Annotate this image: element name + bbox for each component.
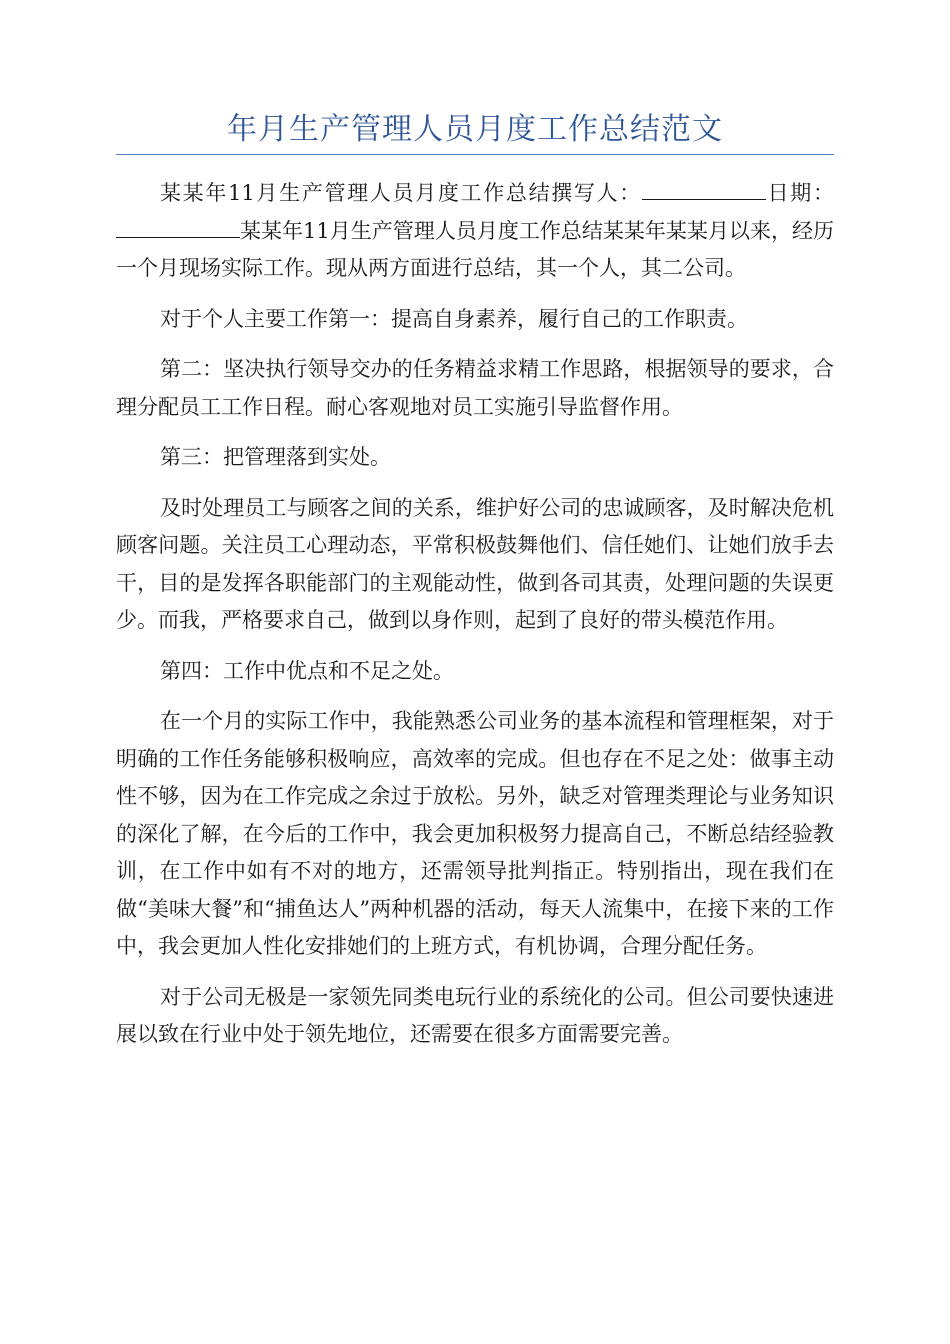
- date-blank-line: [116, 217, 240, 238]
- document-title: 年月生产管理人员月度工作总结范文: [227, 112, 723, 147]
- body-paragraph: 第四：工作中优点和不足之处。: [160, 658, 454, 683]
- body-paragraph: 第二：坚决执行领导交办的任务精益求精工作思路，根据领导的要求，合理分配员工工作日程。耐心客观地对员工实施引导监督作用。: [116, 357, 834, 419]
- body-paragraph: 在一个月的实际工作中，我能熟悉公司业务的基本流程和管理框架，对于明确的工作任务能够积极响应，高效率的完成。但也存在不足之处：做事主动性不够，因为在工作完成之余过于放松。另外，缺乏对管理类理论与业务知识的深化了解，在今后的工作中，我会更加积极努力提高自己，不断总结经验教训，在工作中如有不对的地方，还需领导批判指正。特别指出，现在我们在做“美味大餐”和“捕鱼达人”两种机器的活动，每天人流集中，在接下来的工作中，我会更加人性化安排她们的上班方式，有机协调，合理分配任务。: [116, 709, 834, 958]
- author-blank-line: [642, 179, 766, 200]
- body-paragraph: 第三：把管理落到实处。: [160, 445, 391, 469]
- intro-rest: 某某年11月生产管理人员月度工作总结某某年某某月以来，经历一个月现场实际工作。现从两方面进行总结，其一个人，其二公司。: [116, 218, 834, 280]
- intro-paragraph: [116, 175, 834, 288]
- body-paragraph: 对于个人主要工作第一：提高自身素养，履行自己的工作职责。: [160, 306, 748, 331]
- intro-lead: 某某年11月生产管理人员月度工作总结撰写人：: [160, 181, 642, 205]
- title-underline: [116, 154, 834, 155]
- date-label: 日期：: [765, 181, 834, 205]
- body-paragraph: 及时处理员工与顾客之间的关系，维护好公司的忠诚顾客，及时解决危机顾客问题。关注员工心理动态，平常积极鼓舞他们、信任她们、让她们放手去干，目的是发挥各职能部门的主观能动性，做到各司其责，处理问题的失误更少。而我，严格要求自己，做到以身作则，起到了良好的带头模范作用。: [116, 495, 834, 632]
- body-paragraph: 对于公司无极是一家领先同类电玩行业的系统化的公司。但公司要快速进展以致在行业中处于领先地位，还需要在很多方面需要完善。: [116, 984, 834, 1046]
- document-body: [116, 175, 834, 1067]
